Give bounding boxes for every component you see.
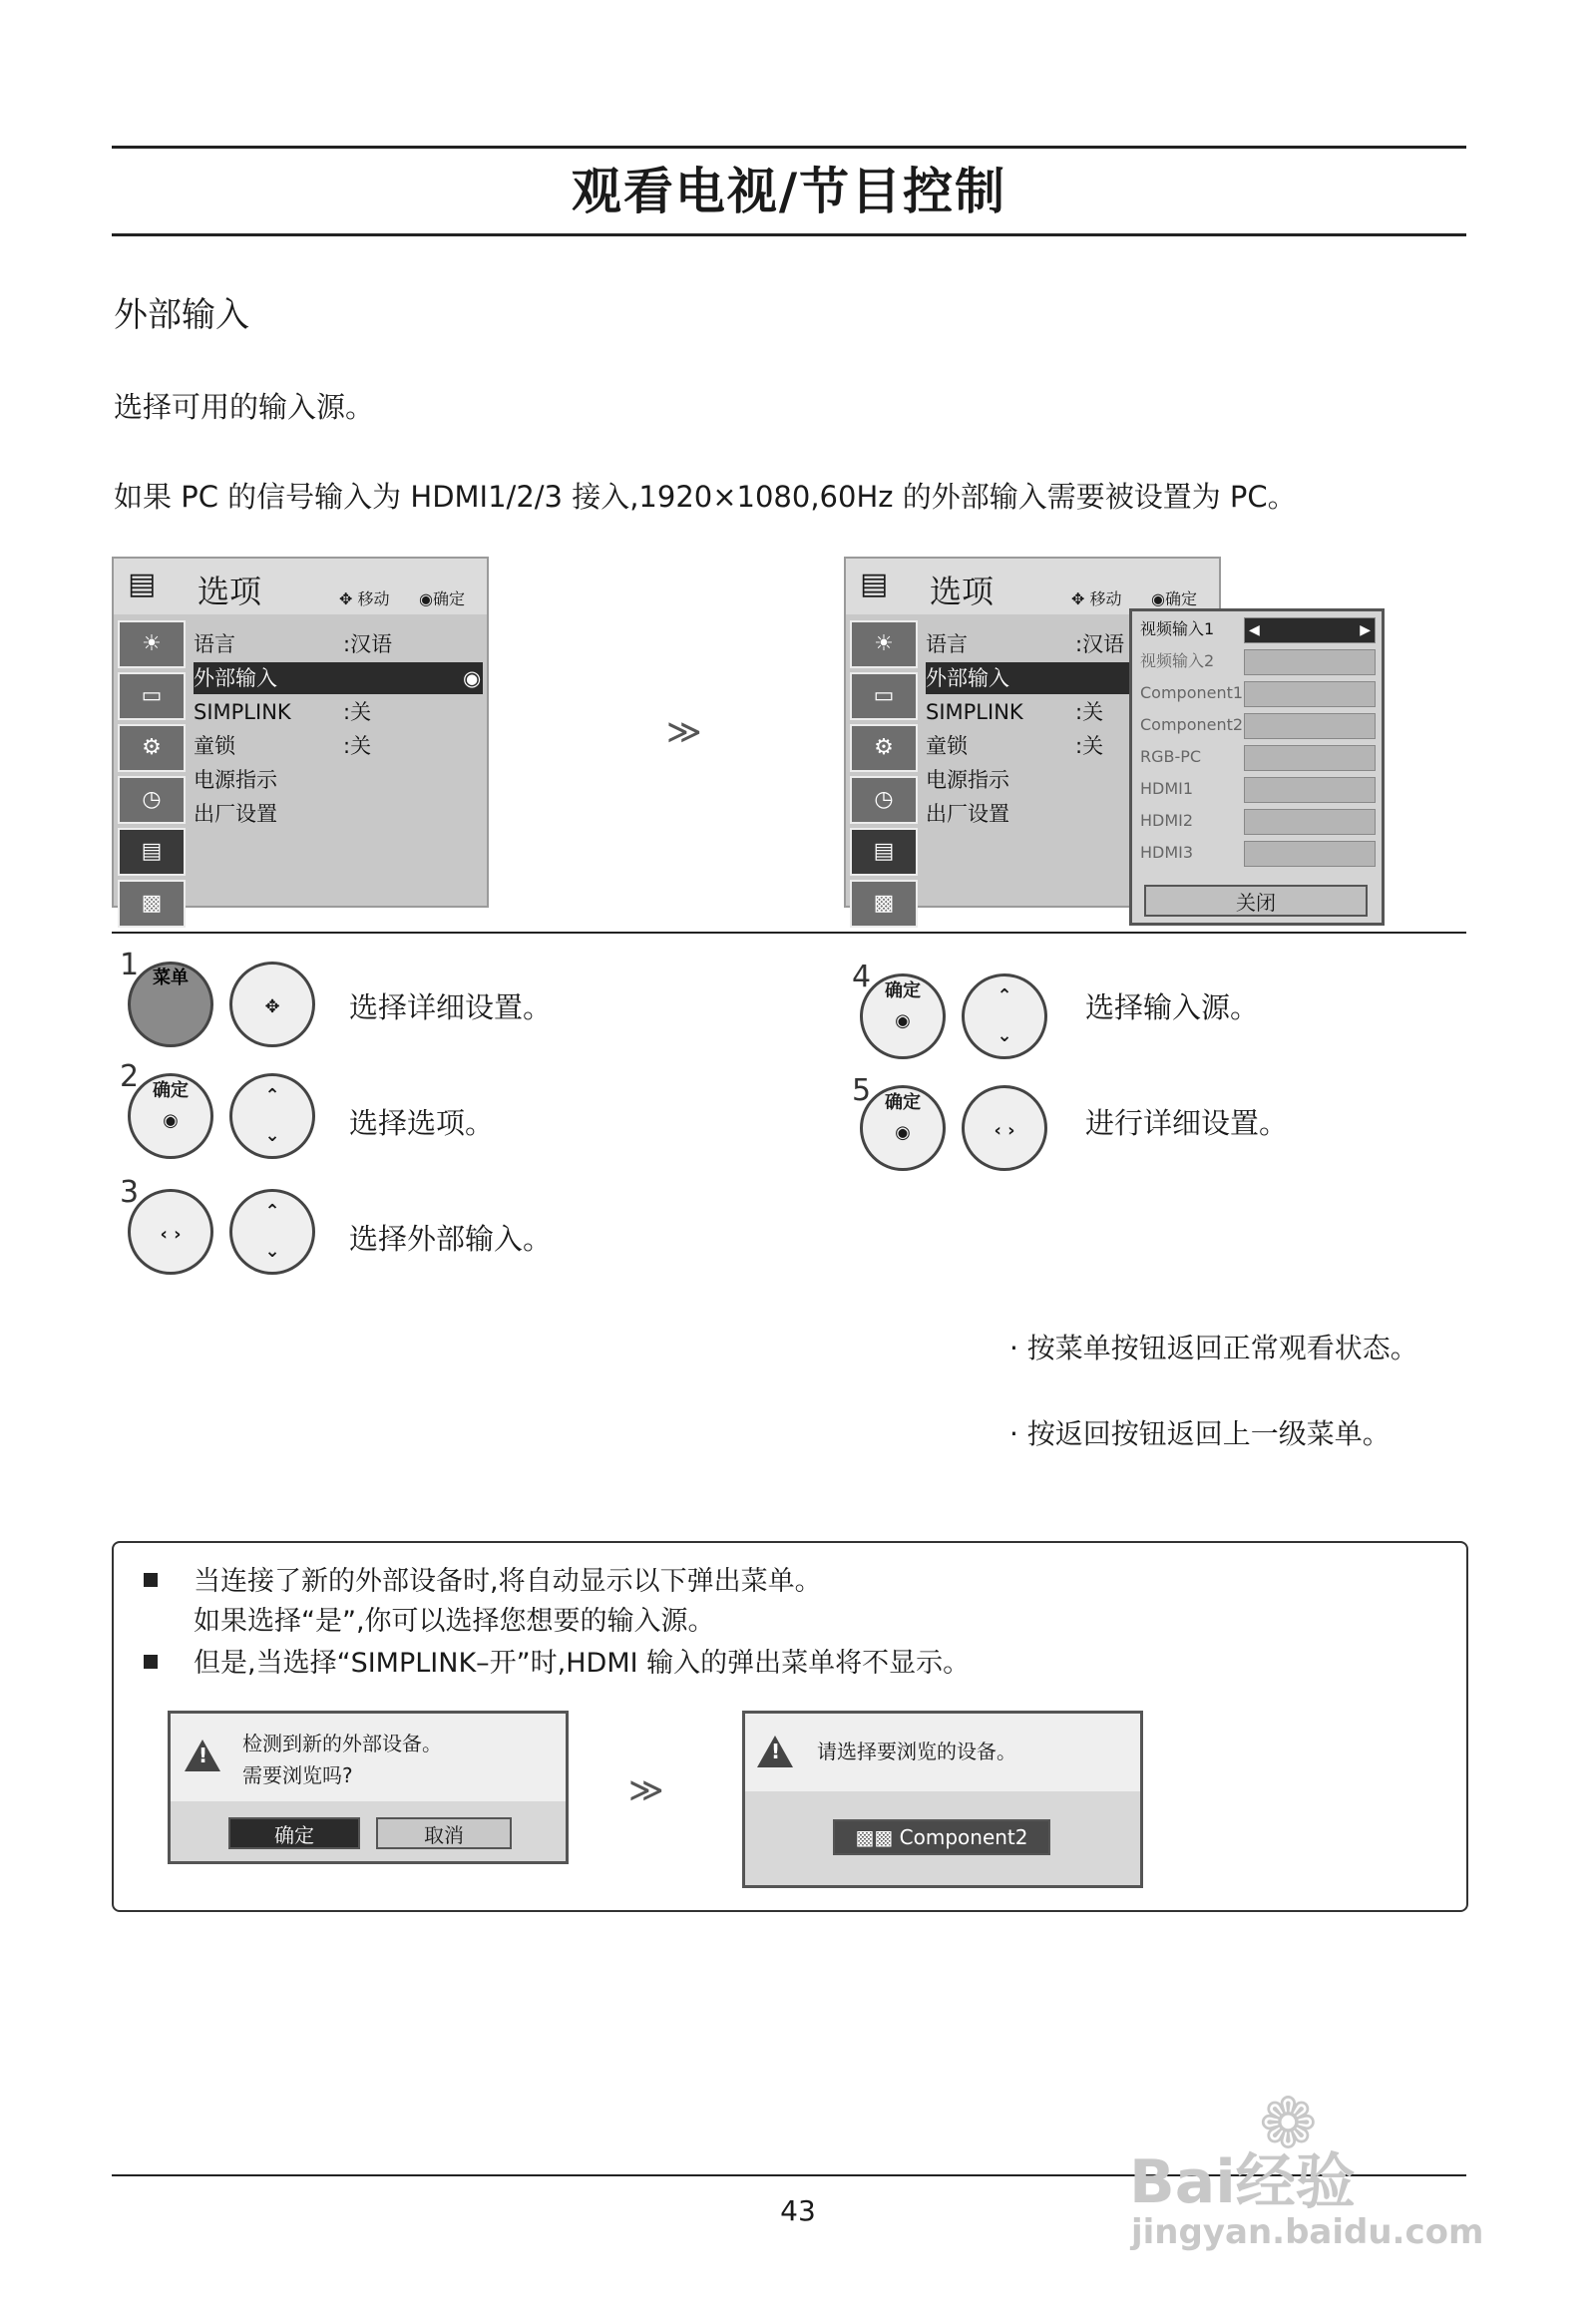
box-line-3: 但是,当选择“SIMPLINK–开”时,HDMI 输入的弹出菜单将不显示。 xyxy=(194,1648,971,1679)
menu-item-label: 童锁 xyxy=(926,734,968,758)
step-text: 选择输入源。 xyxy=(1085,990,1260,1024)
pc-note-text: 如果 PC 的信号输入为 HDMI1/2/3 接入,1920×1080,60Hz 的外部输入需要被设置为 PC。 xyxy=(114,480,1297,514)
menu-item-simplink[interactable] xyxy=(926,696,1135,728)
menu-item-value: :关 xyxy=(1075,700,1104,724)
dialog-message-2: 需要浏览吗? xyxy=(242,1763,353,1787)
option-icon[interactable]: ▤ xyxy=(850,828,918,876)
watermark-brand: Bai经验 xyxy=(1129,2147,1356,2217)
step-number: 4 xyxy=(852,960,872,994)
input-value-field xyxy=(1244,809,1376,835)
left-right-button[interactable]: ‹ › xyxy=(962,1085,1047,1171)
input-option-label: 视频输入2 xyxy=(1140,651,1215,670)
input-value-field xyxy=(1244,841,1376,867)
note-back-return: · 按返回按钮返回上一级菜单。 xyxy=(1009,1417,1391,1450)
input-submenu xyxy=(1129,608,1385,926)
gear-icon[interactable]: ⚙ xyxy=(118,724,186,772)
move-hint: ✥ 移动 xyxy=(1071,589,1122,608)
input-option-component2[interactable] xyxy=(1140,711,1380,739)
box-line-2: 如果选择“是”,你可以选择您想要的输入源。 xyxy=(194,1606,715,1637)
step-number: 5 xyxy=(852,1073,872,1108)
menu-item-value: :汉语 xyxy=(1075,632,1125,656)
device-component2-button[interactable] xyxy=(833,1819,1050,1855)
menu-item-external-input[interactable] xyxy=(926,662,1135,694)
page-number: 43 xyxy=(780,2194,816,2227)
input-option-av1[interactable] xyxy=(1140,615,1380,643)
step-number: 2 xyxy=(120,1059,140,1094)
move-hint-label: 移动 xyxy=(357,589,390,608)
step-text: 选择详细设置。 xyxy=(349,990,553,1024)
menu-item-child-lock[interactable] xyxy=(926,730,1135,762)
up-down-button[interactable]: ⌃ ⌄ xyxy=(229,1189,315,1275)
warning-icon: ! xyxy=(757,1736,793,1767)
picture-icon[interactable]: ☀ xyxy=(118,620,186,668)
step-number: 3 xyxy=(120,1175,140,1210)
ok-hint: ◉确定 xyxy=(1151,589,1197,608)
input-value-field xyxy=(1244,713,1376,739)
step-text: 选择外部输入。 xyxy=(349,1222,553,1256)
input-option-label: Component1 xyxy=(1140,683,1244,702)
ok-dot-icon: ◉ xyxy=(895,1122,911,1143)
menu-item-external-input[interactable] xyxy=(194,662,483,694)
move-hint: ✥ 移动 xyxy=(339,589,390,608)
ok-dot-icon: ◉ xyxy=(895,1010,911,1031)
menu-item-power-indicator[interactable] xyxy=(926,764,1135,796)
menu-item-label: 语言 xyxy=(194,632,235,656)
menu-item-label: SIMPLINK xyxy=(926,700,1023,724)
page-title: 观看电视/节目控制 xyxy=(571,163,1007,220)
menu-item-value: :关 xyxy=(343,700,372,724)
menu-item-label: 出厂设置 xyxy=(194,802,277,826)
menu-item-factory-reset[interactable] xyxy=(926,798,1135,830)
input-option-rgb-pc[interactable] xyxy=(1140,743,1380,771)
watermark-url: jingyan.baidu.com xyxy=(1131,2212,1484,2252)
menu-item-language[interactable] xyxy=(194,628,483,660)
cancel-button[interactable]: 取消 xyxy=(376,1817,512,1849)
input-option-component1[interactable] xyxy=(1140,679,1380,707)
move-hint-label: 移动 xyxy=(1089,589,1122,608)
input-icon[interactable]: ▩ xyxy=(118,880,186,928)
menu-sidebar xyxy=(118,618,188,932)
title-rule xyxy=(112,233,1466,236)
gear-icon[interactable]: ⚙ xyxy=(850,724,918,772)
menu-item-value: :关 xyxy=(343,734,372,758)
option-icon[interactable]: ▤ xyxy=(118,828,186,876)
confirm-button[interactable]: 确定 xyxy=(228,1817,360,1849)
menu-title: 选项 xyxy=(930,573,995,610)
nav-ring-button[interactable]: ✥ xyxy=(229,962,315,1047)
clock-icon[interactable]: ◷ xyxy=(118,776,186,824)
input-option-label: Component2 xyxy=(1140,715,1244,734)
input-option-label: 视频输入1 xyxy=(1140,619,1215,638)
menu-button[interactable] xyxy=(128,962,213,1047)
up-down-button[interactable]: ⌃ ⌄ xyxy=(229,1073,315,1159)
menu-item-label: SIMPLINK xyxy=(194,700,291,724)
menu-item-factory-reset[interactable] xyxy=(194,798,483,830)
menu-header xyxy=(114,559,487,614)
toolbox-icon: ▤ xyxy=(128,567,157,601)
device-label: Component2 xyxy=(899,1825,1028,1849)
input-value-field xyxy=(1244,745,1376,771)
picture-icon[interactable]: ☀ xyxy=(850,620,918,668)
ok-hint: ◉确定 xyxy=(419,589,465,608)
menu-item-label: 电源指示 xyxy=(194,768,277,792)
ok-hint-label: 确定 xyxy=(1164,589,1197,608)
up-down-button[interactable]: ⌃ ⌄ xyxy=(962,973,1047,1059)
ok-button[interactable] xyxy=(860,973,946,1059)
intro-text: 选择可用的输入源。 xyxy=(114,390,375,424)
select-dot-icon: ◉ xyxy=(463,666,482,690)
menu-item-label: 外部输入 xyxy=(926,666,1009,690)
ok-button-label: 确定 xyxy=(153,1080,189,1101)
left-arrow-icon: ◀ xyxy=(1249,622,1260,638)
right-arrow-icon: ▶ xyxy=(1360,622,1371,638)
input-option-label: HDMI2 xyxy=(1140,811,1194,830)
ok-button[interactable] xyxy=(128,1073,213,1159)
input-icon[interactable]: ▩ xyxy=(850,880,918,928)
new-device-dialog xyxy=(168,1711,569,1864)
flow-arrow: ≫ xyxy=(666,712,702,752)
menu-item-child-lock[interactable] xyxy=(194,730,483,762)
input-value-field xyxy=(1244,649,1376,675)
bullet-square xyxy=(144,1655,158,1669)
options-menu-screen-1 xyxy=(112,557,489,916)
menu-item-label: 外部输入 xyxy=(194,666,277,690)
input-option-label: HDMI1 xyxy=(1140,779,1194,798)
tv-icon[interactable]: ▭ xyxy=(850,672,918,720)
dialog-message: 请选择要浏览的设备。 xyxy=(817,1740,1016,1763)
ok-hint-label: 确定 xyxy=(432,589,465,608)
input-option-av2[interactable] xyxy=(1140,647,1380,675)
input-value-field xyxy=(1244,681,1376,707)
bullet-square xyxy=(144,1573,158,1587)
ok-button[interactable] xyxy=(860,1085,946,1171)
input-option-hdmi1[interactable] xyxy=(1140,775,1380,803)
menu-item-value: :汉语 xyxy=(343,632,393,656)
select-device-dialog xyxy=(742,1711,1143,1888)
input-option-label: RGB-PC xyxy=(1140,747,1202,766)
info-box xyxy=(112,1541,1468,1912)
step-text: 选择选项。 xyxy=(349,1106,495,1140)
component-icon: ▩▩ xyxy=(855,1825,894,1849)
input-value-field xyxy=(1244,777,1376,803)
step-number: 1 xyxy=(120,948,140,982)
section-heading: 外部输入 xyxy=(114,295,249,335)
input-value-field xyxy=(1244,617,1376,643)
toolbox-icon: ▤ xyxy=(860,567,889,601)
dialog-message-1: 检测到新的外部设备。 xyxy=(242,1732,442,1755)
section-rule xyxy=(112,932,1466,934)
menu-item-value: :关 xyxy=(1075,734,1104,758)
top-rule xyxy=(112,146,1466,149)
box-line-1: 当连接了新的外部设备时,将自动显示以下弹出菜单。 xyxy=(194,1566,822,1597)
menu-item-language[interactable] xyxy=(926,628,1135,660)
flow-arrow: ≫ xyxy=(628,1770,664,1810)
close-button[interactable]: 关闭 xyxy=(1144,885,1368,917)
menu-title: 选项 xyxy=(198,573,262,610)
menu-item-label: 语言 xyxy=(926,632,968,656)
ok-button-label: 确定 xyxy=(885,1092,921,1113)
ok-button-label: 确定 xyxy=(885,980,921,1001)
ok-dot-icon: ◉ xyxy=(163,1110,179,1131)
menu-header xyxy=(846,559,1219,614)
menu-item-label: 电源指示 xyxy=(926,768,1009,792)
input-option-label: HDMI3 xyxy=(1140,843,1194,862)
input-option-hdmi2[interactable] xyxy=(1140,807,1380,835)
input-option-hdmi3[interactable] xyxy=(1140,839,1380,867)
baidu-paw-icon: ❁ xyxy=(1259,2083,1318,2164)
menu-sidebar xyxy=(850,618,920,932)
tv-icon[interactable]: ▭ xyxy=(118,672,186,720)
clock-icon[interactable]: ◷ xyxy=(850,776,918,824)
note-menu-return: · 按菜单按钮返回正常观看状态。 xyxy=(1009,1332,1418,1364)
menu-item-power-indicator[interactable] xyxy=(194,764,483,796)
menu-button-label: 菜单 xyxy=(153,968,189,988)
left-right-button[interactable]: ‹ › xyxy=(128,1189,213,1275)
step-text: 进行详细设置。 xyxy=(1085,1106,1289,1140)
menu-item-simplink[interactable] xyxy=(194,696,483,728)
warning-icon: ! xyxy=(185,1740,220,1771)
menu-item-label: 童锁 xyxy=(194,734,235,758)
menu-item-label: 出厂设置 xyxy=(926,802,1009,826)
